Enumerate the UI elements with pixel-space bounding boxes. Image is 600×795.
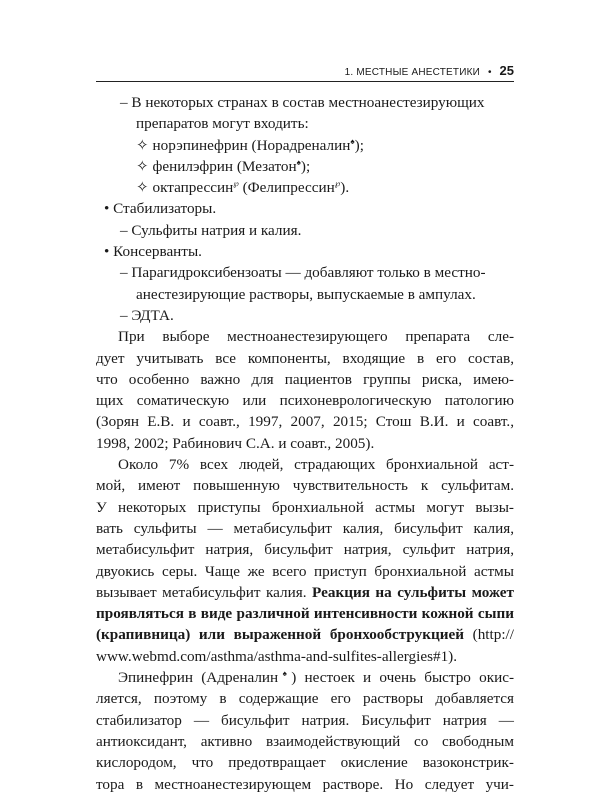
- unregistered-mark: ℘: [233, 179, 239, 189]
- text-line: стабилизатор — бисульфит натрия. Бисульфит натрия —: [96, 711, 514, 729]
- page-number: 25: [499, 63, 514, 78]
- brand-mark: ♠: [350, 136, 355, 146]
- text-line: • Стабилизаторы.: [104, 200, 217, 218]
- text-line: что особенно важно для пациентов группы риска, имею-: [96, 370, 514, 388]
- running-header: [96, 62, 514, 82]
- text-line: – В некоторых странах в состав местноанестезирующих: [120, 94, 485, 111]
- unregistered-mark: ℘: [334, 179, 341, 189]
- text-line: • Консерванты.: [104, 243, 202, 261]
- reference-link: www.webmd.com/asthma/asthma-and-sulfites-allergies#1).: [96, 647, 458, 665]
- text-line: (крапивница) или выраженной бронхообструкцией (http://: [96, 626, 514, 644]
- header-separator: •: [488, 67, 492, 78]
- text-line: При выборе местноанестезирующего препарата сле-: [118, 328, 514, 346]
- text-line: тора в местноанестезирующем растворе. Но следует учи-: [96, 775, 514, 793]
- text-line: [96, 646, 514, 667]
- brand-mark: ♠: [296, 157, 301, 167]
- text-line: проявляться в виде различной интенсивности кожной сыпи: [96, 605, 514, 623]
- text-line: препаратов могут входить:: [136, 115, 309, 133]
- text-line: (Зорян Е.В. и соавт., 1997, 2007, 2015; Стош В.И. и соавт.,: [96, 413, 514, 431]
- text-line: – ЭДТА.: [120, 306, 174, 324]
- text-line: ✧ фенилэфрин (Мезатон♠);: [136, 157, 311, 175]
- text-line: кислородом, что предотвращает окисление вазоконстрик-: [96, 754, 514, 772]
- text-line: вызывает метабисульфит калия. Реакция на сульфиты может: [96, 583, 515, 601]
- text-line: метабисульфит натрия, бисульфит натрия, сульфит натрия,: [96, 541, 514, 559]
- text-line: ✧ октапрессин℘ (Фелипрессин℘).: [136, 179, 350, 197]
- text-line: У некоторых приступы бронхиальной астмы могут вызы-: [96, 498, 514, 516]
- chapter-title: 1. МЕСТНЫЕ АНЕСТЕТИКИ: [344, 67, 481, 78]
- text-line: – Парагидроксибензоаты — добавляют только в местно-: [120, 264, 486, 282]
- text-line: Эпинефрин (Адреналин♠) нестоек и очень быстро окис-: [118, 668, 515, 687]
- text-line: дует учитывать все компоненты, входящие в его состав,: [96, 349, 514, 367]
- text-line: двуокись серы. Чаще же всего приступ бронхиальной астмы: [96, 562, 514, 580]
- text-line: вать сульфиты — метабисульфит калия, бисульфит калия,: [96, 519, 514, 537]
- text-line: антиоксидант, активно взаимодействующий со свободным: [96, 732, 514, 750]
- text-line: ляется, поэтому в содержащие его растворы добавляется: [96, 690, 514, 708]
- text-line: – Сульфиты натрия и калия.: [120, 221, 302, 239]
- text-line: Около 7% всех людей, страдающих бронхиальной аст-: [118, 456, 514, 474]
- text-line: анестезирующие растворы, выпускаемые в ампулах.: [136, 285, 476, 303]
- text-line: 1998, 2002; Рабинович С.А. и соавт., 2005).: [96, 434, 375, 452]
- text-line: ✧ норэпинефрин (Норадреналин♠);: [136, 136, 364, 154]
- text-line: мой, имеют повышенную чувствительность к сульфитам.: [96, 477, 514, 495]
- text-line: щих соматическую или психоневрологическую патологию: [96, 392, 514, 410]
- brand-mark: ♠: [278, 668, 292, 678]
- body-text: [96, 92, 514, 795]
